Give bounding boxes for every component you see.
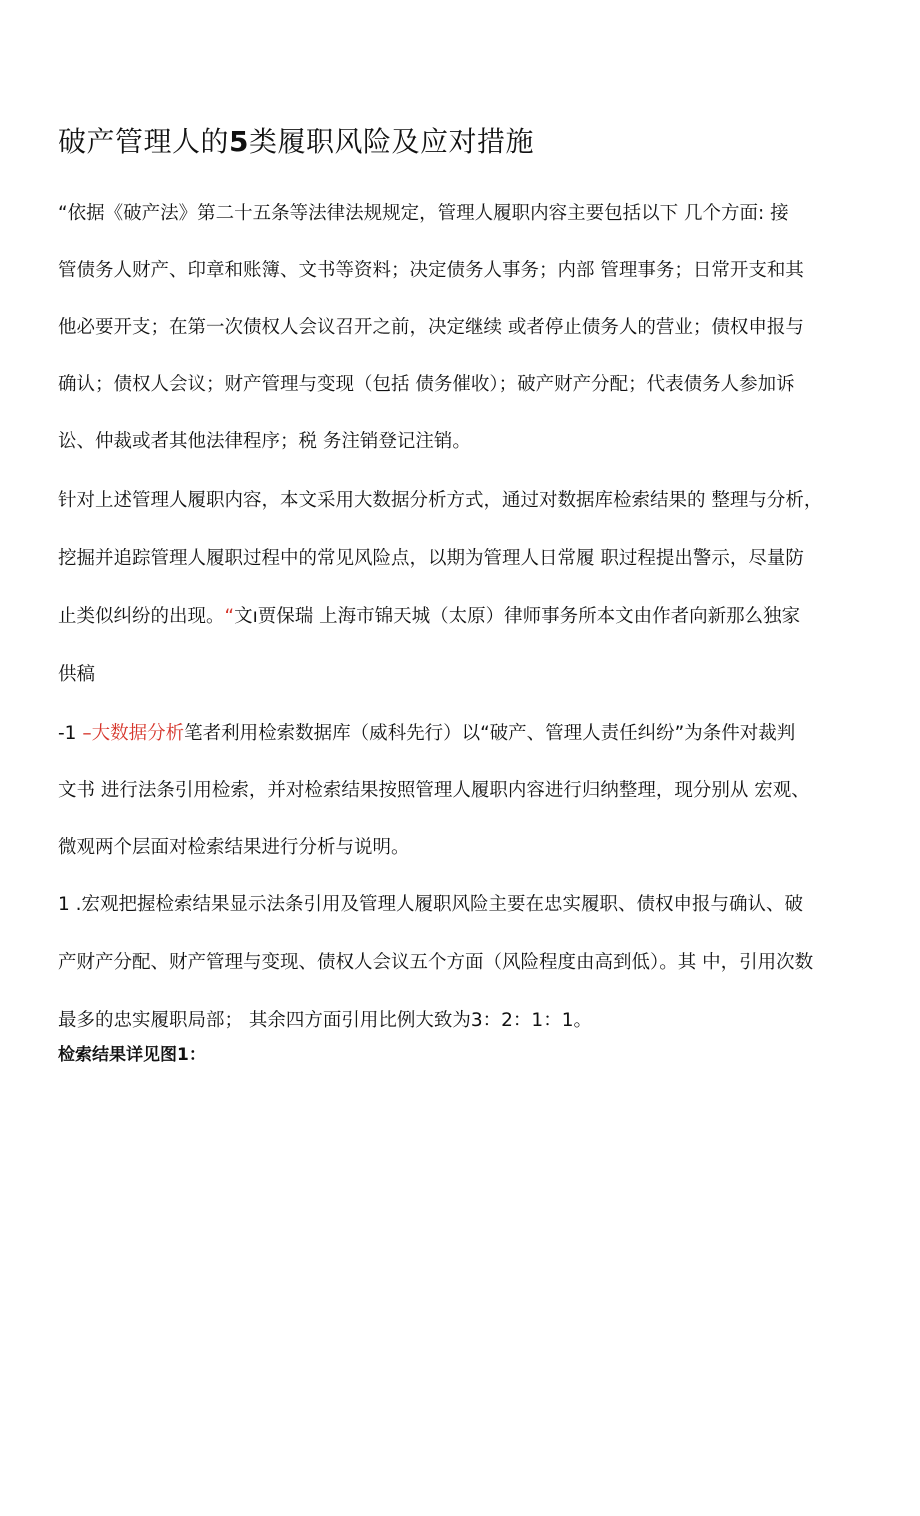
paragraph2-line3 [58,604,800,630]
document-title [58,122,534,162]
paragraph1-line5: 讼、仲裁或者其他法律程序；税 务注销登记注销。 [58,431,471,452]
section2-line2: 产财产分配、财产管理与变现、债权人会议五个方面（风险程度由高到低）。其 中，引用次数 [58,952,814,973]
title-part1: 破产管理人的 [58,125,230,158]
section1-red-heading: –大数据分析 [82,723,185,744]
paragraph2-line3-before: 止类似纠纷的出现。 [58,606,225,627]
section2-line3: 最多的忠实履职局部； 其余四方面引用比例大致为3：2：1：1。 [58,1010,592,1031]
section1-rest: 笔者利用检索数据库（威科先行）以“破产、管理人责任纠纷”为条件对裁判 [184,723,796,744]
section1-line2: 文书 进行法条引用检索，并对检索结果按照管理人履职内容进行归纳整理，现分别从 宏观、 [58,780,810,801]
paragraph2-line3-after: 文ı贾保瑞 上海市锦天城（太原）律师事务所本文由作者向新那么独家 [234,606,801,627]
title-number: 5 [229,125,249,158]
paragraph1-line2: 管债务人财产、印章和账簿、文书等资料；决定债务人事务；内部 管理事务；日常开支和其 [58,260,804,281]
figure-caption: 检索结果详见图1： [58,1045,206,1065]
paragraph1-line4: 确认；债权人会议；财产管理与变现（包括 债务催收）；破产财产分配；代表债务人参加诉 [58,374,795,395]
paragraph2-line1: 针对上述管理人履职内容，本文采用大数据分析方式，通过对数据库检索结果的 整理与分析， [58,490,823,511]
paragraph1-line1: “依据《破产法》第二十五条等法律法规规定，管理人履职内容主要包括以下 几个方面: 接 [58,203,789,224]
paragraph2-line2: 挖掘并追踪管理人履职过程中的常见风险点，以期为管理人日常履 职过程提出警示，尽量防 [58,548,804,569]
paragraph1-line3: 他必要开支；在第一次债权人会议召开之前，决定继续 或者停止债务人的营业；债权申报与 [58,317,804,338]
section1-prefix: -1 [58,723,83,744]
title-part2: 类履职风险及应对措施 [249,125,535,158]
paragraph2-line3-quote: “ [224,606,235,627]
section2-line1: 1 .宏观把握检索结果显示法条引用及管理人履职风险主要在忠实履职、债权申报与确认、破 [58,894,804,915]
section1-line3: 微观两个层面对检索结果进行分析与说明。 [58,837,410,858]
section1-heading-line [58,721,795,747]
paragraph2-line4: 供稿 [58,664,96,685]
